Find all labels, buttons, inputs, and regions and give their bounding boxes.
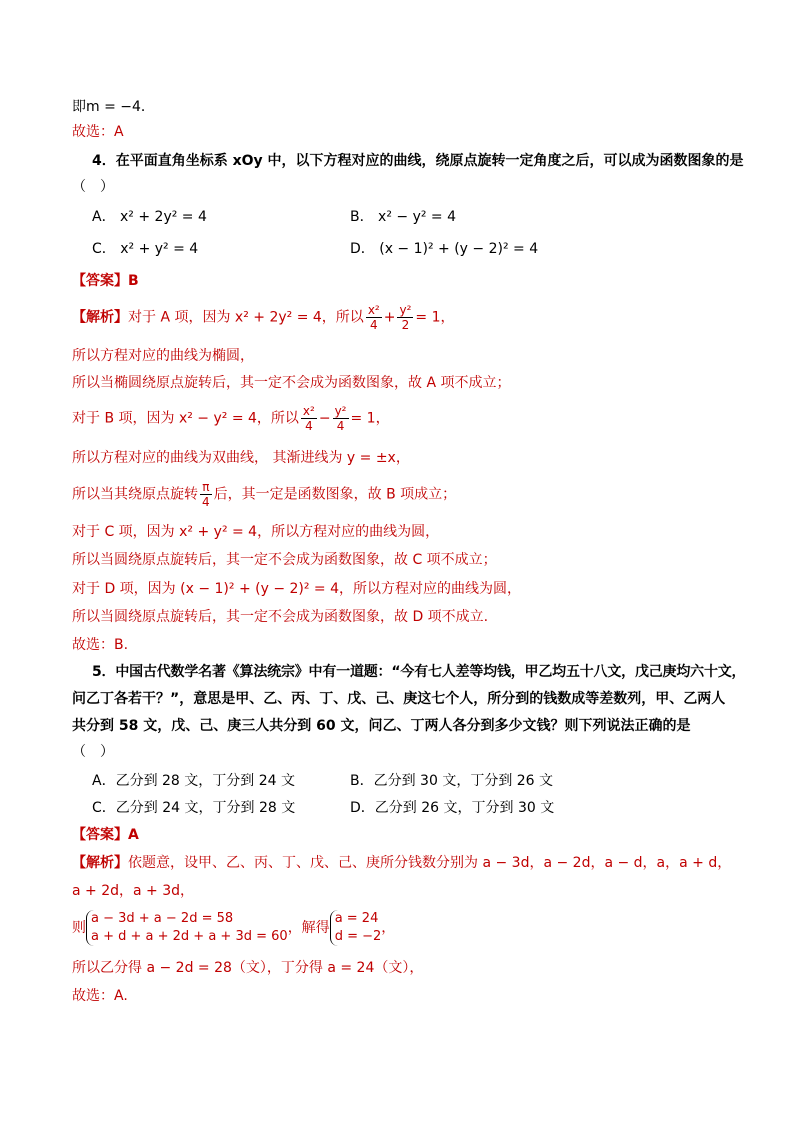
text-line: 故选：A xyxy=(72,124,124,140)
fraction xyxy=(333,404,349,433)
analysis-line xyxy=(72,303,454,332)
analysis-line: a + 2d，a + 3d， xyxy=(72,883,195,899)
fraction xyxy=(301,404,317,433)
answer-parentheses: （ ） xyxy=(72,179,114,195)
denominator: 4 xyxy=(369,318,378,332)
analysis-line: 所以当圆绕原点旋转后，其一定不会成为函数图象，故 D 项不成立. xyxy=(72,609,489,625)
analysis-line: 所以方程对应的曲线为椭圆， xyxy=(72,348,254,364)
analysis-text: ， xyxy=(381,920,396,936)
option-d: D． (x − 1)² + (y − 2)² = 4 xyxy=(350,241,539,257)
analysis-text: 后，其一定是函数图象，故 B 项成立； xyxy=(213,486,457,503)
analysis-text: 所以当其绕原点旋转 xyxy=(72,486,198,503)
answer-line xyxy=(72,825,139,845)
numerator: x² xyxy=(367,303,380,317)
question-5-stem: 问乙丁各若干？”，意思是甲、乙、丙、丁、戊、己、庚这七个人，所分到的钱数成等差数列，甲、乙两人 xyxy=(72,691,726,707)
numerator: y² xyxy=(399,303,412,317)
analysis-line: 对于 D 项，因为 (x − 1)² + (y − 2)² = 4，所以方程对应的曲线为圆， xyxy=(72,581,522,597)
analysis-line xyxy=(72,404,390,433)
analysis-text: 对于 B 项，因为 x² − y² = 4，所以 xyxy=(72,410,299,427)
analysis-text: = 1， xyxy=(415,309,455,326)
analysis-line: 对于 C 项，因为 x² + y² = 4，所以方程对应的曲线为圆， xyxy=(72,524,440,540)
fraction xyxy=(366,303,382,332)
question-5-stem: 共分到 58 文，戊、己、庚三人共分到 60 文，问乙、丁两人各分到多少文钱？则下列说法正确的是 xyxy=(72,718,691,734)
analysis-tag: 【解析】 xyxy=(72,855,128,871)
choice-line: 故选：A. xyxy=(72,988,128,1004)
choice-line: 故选：B. xyxy=(72,637,129,653)
analysis-line: 所以当圆绕原点旋转后，其一定不会成为函数图象，故 C 项不成立； xyxy=(72,552,497,568)
analysis-text: ，解得 xyxy=(287,920,330,936)
answer-tag: 【答案】 xyxy=(72,273,128,289)
analysis-line: 所以方程对应的曲线为双曲线， 其渐进线为 y = ±x， xyxy=(72,450,410,466)
analysis-text: = 1， xyxy=(350,410,390,427)
answer-tag: 【答案】 xyxy=(72,827,128,843)
option-a: A． x² + 2y² = 4 xyxy=(92,209,207,225)
analysis-line xyxy=(72,910,395,946)
equation-row: d = −2 xyxy=(334,929,382,944)
analysis-line xyxy=(72,853,731,873)
denominator: 4 xyxy=(202,495,210,509)
answer-parentheses: （ ） xyxy=(72,744,114,760)
numerator: x² xyxy=(302,404,315,418)
answer-value: A xyxy=(128,827,139,843)
analysis-line: 所以当椭圆绕原点旋转后，其一定不会成为函数图象，故 A 项不成立； xyxy=(72,375,511,391)
numerator: π xyxy=(200,480,212,495)
analysis-text: 对于 A 项，因为 x² + 2y² = 4，所以 xyxy=(128,309,364,326)
answer-value: B xyxy=(128,273,139,289)
option-b: B． x² − y² = 4 xyxy=(350,209,457,225)
denominator: 2 xyxy=(401,318,410,332)
denominator: 4 xyxy=(336,419,345,433)
option-b: B．乙分到 30 文，丁分到 26 文 xyxy=(350,773,554,789)
analysis-line xyxy=(72,480,456,509)
text-line: 即m = −4． xyxy=(72,99,155,115)
option-c: C． x² + y² = 4 xyxy=(92,241,199,257)
equation-system xyxy=(86,910,288,946)
analysis-tag: 【解析】 xyxy=(72,309,128,326)
operator: − xyxy=(318,410,331,427)
equation-system xyxy=(330,910,382,946)
option-a: A．乙分到 28 文，丁分到 24 文 xyxy=(92,773,296,789)
analysis-text: 则 xyxy=(72,920,86,936)
denominator: 4 xyxy=(305,419,313,433)
question-5-stem: 5．中国古代数学名著《算法统宗》中有一道题：“今有七人差等均钱，甲乙均五十八文，戊己庚均六十文， xyxy=(92,664,746,680)
equation-row: a + d + a + 2d + a + 3d = 60 xyxy=(91,929,288,944)
operator: + xyxy=(383,309,396,326)
fraction xyxy=(200,480,212,509)
equation-row: a − 3d + a − 2d = 58 xyxy=(91,911,234,926)
fraction xyxy=(397,303,413,332)
answer-line xyxy=(72,271,139,291)
option-c: C．乙分到 24 文，丁分到 28 文 xyxy=(92,800,296,816)
question-4-stem: 4．在平面直角坐标系 xOy 中，以下方程对应的曲线，绕原点旋转一定角度之后，可以成为函数图象的是 xyxy=(92,153,744,169)
numerator: y² xyxy=(334,404,347,418)
analysis-line: 所以乙分得 a − 2d = 28（文），丁分得 a = 24（文）， xyxy=(72,960,424,976)
analysis-text: 依题意，设甲、乙、丙、丁、戊、己、庚所分钱数分别为 a − 3d，a − 2d，a − d，a，a + d， xyxy=(128,855,732,871)
equation-row: a = 24 xyxy=(334,911,379,926)
option-d: D．乙分到 26 文，丁分到 30 文 xyxy=(350,800,555,816)
